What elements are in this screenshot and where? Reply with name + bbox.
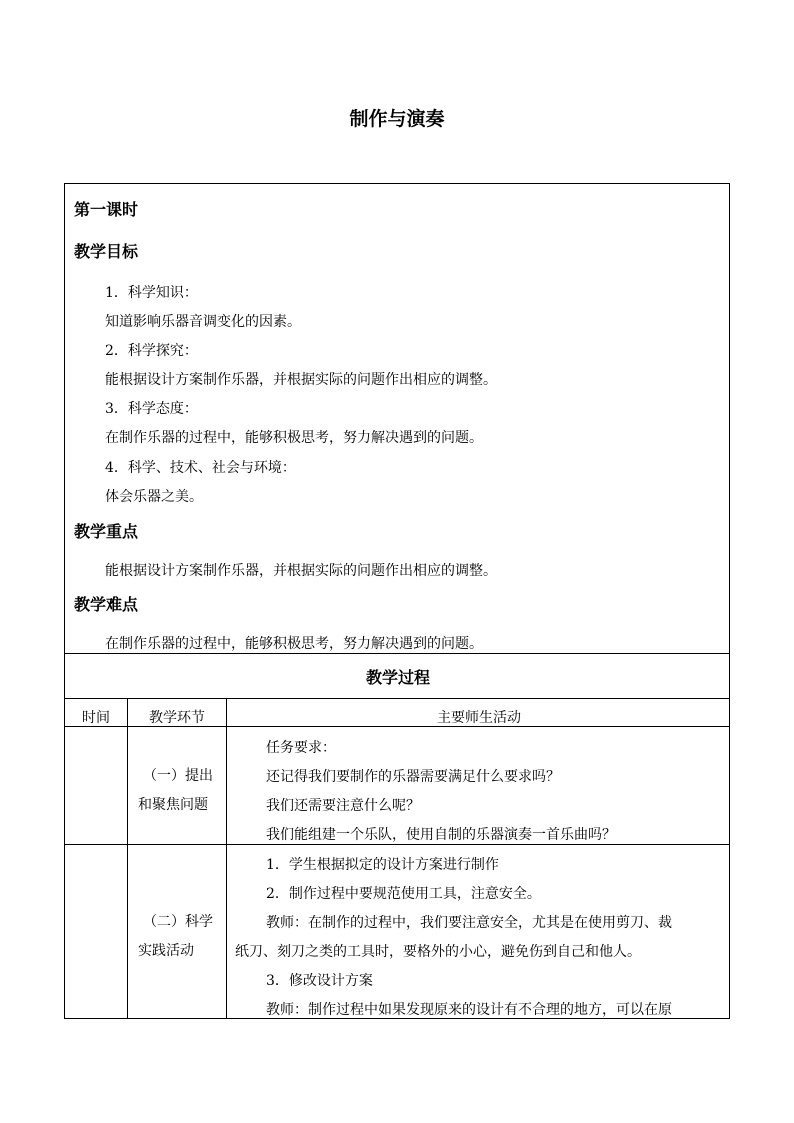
row-2-activity-line: 教师：在制作的过程中，我们要注意安全，尤其是在使用剪刀、裁: [266, 915, 672, 931]
row-1-activity-line: 任务要求：: [266, 740, 336, 756]
objective-label-4: 4．科学、技术、社会与环境：: [105, 460, 296, 476]
column-divider: [127, 698, 128, 1019]
row-2-stage-line-2: 实践活动: [138, 943, 194, 959]
objective-text-4: 体会乐器之美。: [105, 489, 203, 505]
row-2-activity-line: 纸刀、刻刀之类的工具时，要格外的小心，避免伤到自己和他人。: [235, 944, 641, 960]
row-2-stage-line-1: （二）科学: [143, 914, 213, 930]
divider: [65, 698, 729, 699]
column-header-stage: 教学环节: [149, 710, 205, 726]
objective-label-3: 3．科学态度：: [105, 401, 198, 417]
row-1-activity-line: 我们还需要注意什么呢？: [266, 798, 420, 814]
objective-label-1: 1．科学知识：: [105, 285, 198, 301]
row-2-activity-line: 1．学生根据拟定的设计方案进行制作: [266, 857, 499, 873]
document-title: 制作与演奏: [349, 108, 445, 130]
row-2-activity-line: 3．修改设计方案: [266, 973, 373, 989]
divider: [65, 653, 729, 654]
divider: [65, 726, 729, 727]
row-2-activity-line: 2．制作过程中要规范使用工具，注意安全。: [266, 886, 541, 902]
objective-label-2: 2．科学探究：: [105, 343, 198, 359]
column-divider: [226, 698, 227, 1019]
key-points-text: 能根据设计方案制作乐器，并根据实际的问题作出相应的调整。: [105, 563, 497, 579]
row-1-stage-line-1: （一）提出: [143, 768, 213, 784]
difficulty-text: 在制作乐器的过程中，能够积极思考，努力解决遇到的问题。: [105, 636, 483, 652]
row-1-stage-line-2: 和聚焦问题: [138, 797, 208, 813]
divider: [65, 844, 729, 845]
objective-text-1: 知道影响乐器音调变化的因素。: [105, 314, 301, 330]
key-points-heading: 教学重点: [74, 522, 139, 541]
objectives-heading: 教学目标: [74, 242, 139, 261]
lesson-plan-table: [64, 183, 730, 1019]
difficulty-heading: 教学难点: [74, 595, 139, 614]
row-2-activity-line: 教师：制作过程中如果发现原来的设计有不合理的地方，可以在原: [266, 1002, 672, 1018]
objective-text-3: 在制作乐器的过程中，能够积极思考，努力解决遇到的问题。: [105, 430, 483, 446]
row-1-activity-line: 我们能组建一个乐队，使用自制的乐器演奏一首乐曲吗？: [266, 827, 616, 843]
process-heading: 教学过程: [365, 668, 430, 687]
row-1-activity-line: 还记得我们要制作的乐器需要满足什么要求吗？: [266, 769, 560, 785]
objective-text-2: 能根据设计方案制作乐器，并根据实际的问题作出相应的调整。: [105, 372, 497, 388]
column-header-time: 时间: [82, 710, 110, 726]
lesson-period: 第一课时: [74, 200, 139, 219]
column-header-activities: 主要师生活动: [437, 710, 521, 726]
